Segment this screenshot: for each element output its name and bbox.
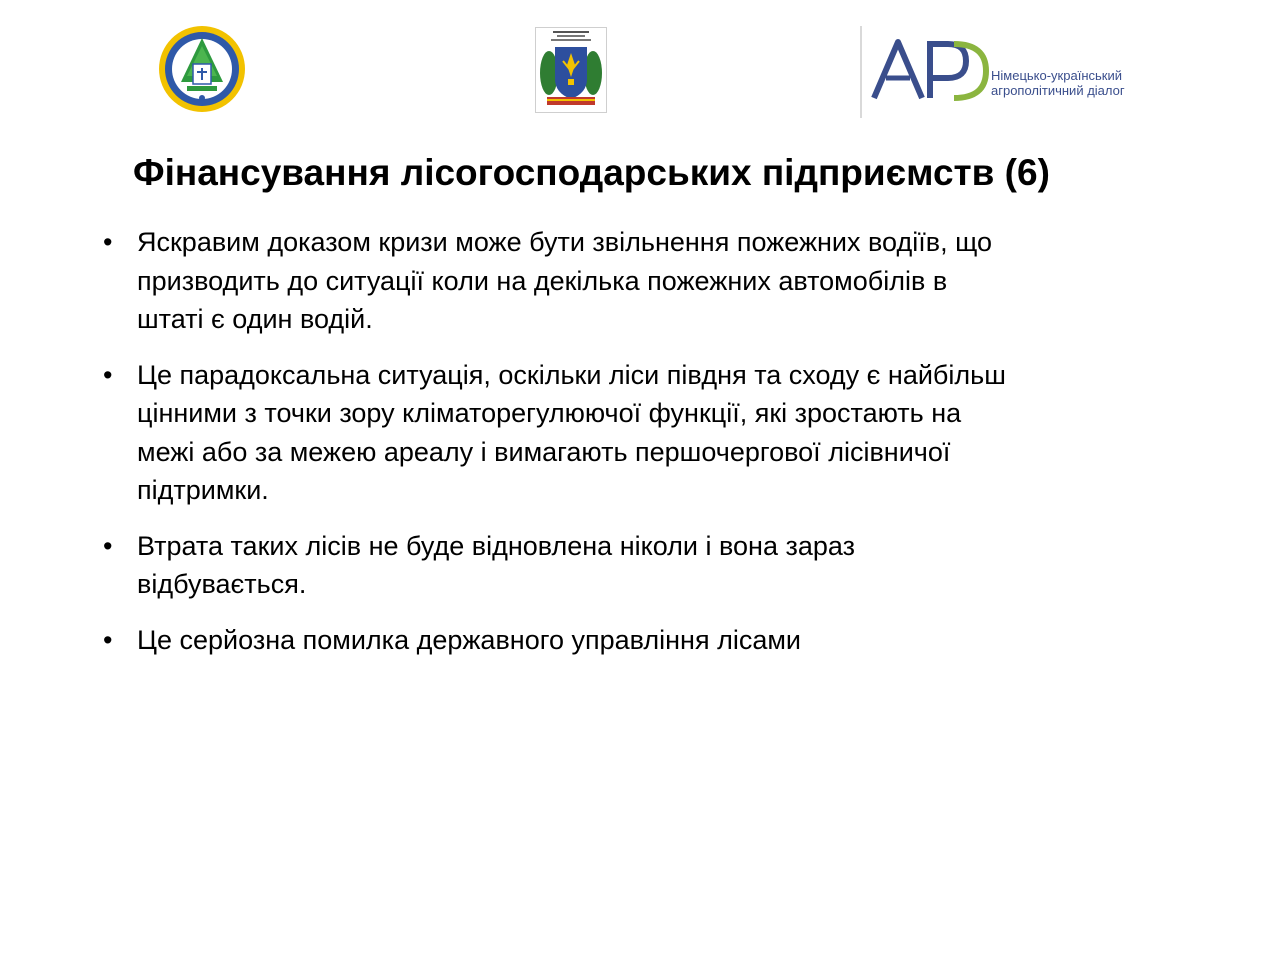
bullet-line: призводить до ситуації коли на декілька пожежних автомобілів в [137, 265, 948, 296]
university-logo-icon [157, 24, 247, 114]
bullet-line: цінними з точки зору кліматорегулюючої функції, які зростають на [137, 398, 962, 428]
slide-title: Фінансування лісогосподарських підприємств (6) [133, 152, 1050, 193]
logo-divider [860, 26, 862, 118]
bullet-line: межі або за межею ареалу і вимагають першочергової лісівничої [137, 436, 951, 467]
bullet-line: • Це серйозна помилка державного управління лісами [137, 624, 801, 655]
bullet-item [100, 621, 1210, 660]
bullet-line: штаті є один водій. [137, 304, 373, 334]
apd-logo [860, 26, 1150, 118]
apd-caption [991, 68, 1125, 98]
bullet-item [100, 223, 1210, 339]
bullet-item [100, 527, 1210, 604]
bullet-list [100, 223, 1210, 676]
apd-mark-icon [870, 34, 990, 106]
bullet-line: • Втрата таких лісів не буде відновлена ніколи і вона зараз [137, 530, 855, 561]
bullet-line: • Яскравим доказом кризи може бути звільнення пожежних водіїв, що [137, 227, 992, 257]
bullet-line: • Це парадоксальна ситуація, оскільки ліси півдня та сходу є найбільш [137, 359, 1006, 390]
bullet-line: відбувається. [137, 569, 307, 599]
national-university-crest-icon [535, 27, 607, 113]
bullet-item [100, 356, 1210, 510]
bullet-line: підтримки. [137, 475, 269, 505]
apd-caption-line-1: Німецько-український [991, 68, 1122, 83]
apd-caption-line-2: агрополітичний діалог [991, 83, 1125, 98]
